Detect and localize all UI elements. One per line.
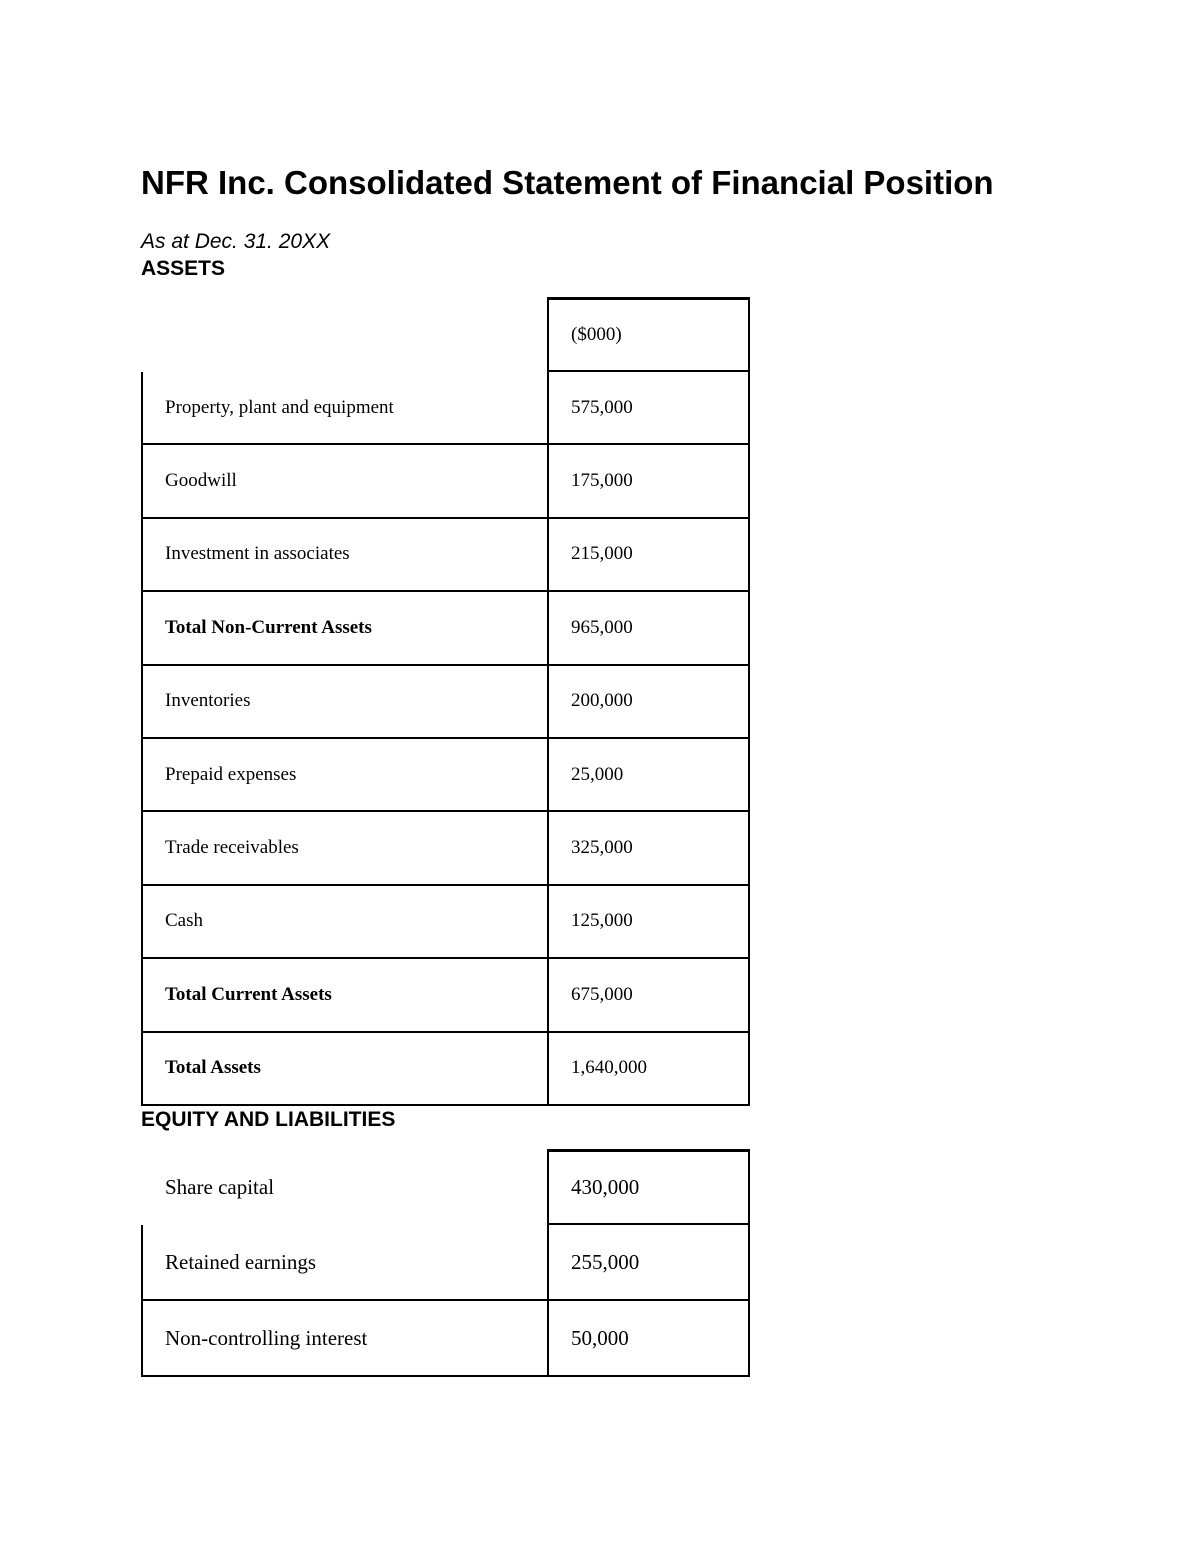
row-label: Property, plant and equipment: [165, 396, 394, 418]
row-value: 215,000: [547, 519, 750, 590]
unit-header: ($000): [547, 297, 750, 372]
header-label-cell: [141, 297, 547, 372]
table-row: [141, 666, 750, 739]
table-row: [141, 445, 750, 518]
row-value: 675,000: [547, 959, 750, 1030]
row-label: Total Current Assets: [165, 983, 332, 1005]
row-label: Total Non-Current Assets: [165, 616, 372, 638]
assets-header-row: [141, 297, 750, 372]
row-value: 50,000: [547, 1301, 750, 1375]
row-label: Non-controlling interest: [165, 1325, 368, 1350]
row-label: Inventories: [165, 690, 251, 712]
row-value: 125,000: [547, 886, 750, 957]
table-row: [141, 739, 750, 812]
table-row: [141, 372, 750, 445]
row-value: 430,000: [547, 1149, 750, 1225]
row-value: 965,000: [547, 592, 750, 663]
row-value: 25,000: [547, 739, 750, 810]
table-row: [141, 1301, 750, 1377]
row-value: 175,000: [547, 445, 750, 516]
row-label: Total Assets: [165, 1057, 261, 1079]
equity-liabilities-heading: EQUITY AND LIABILITIES: [141, 1108, 396, 1131]
assets-table: [141, 297, 750, 1106]
table-row: [141, 886, 750, 959]
row-value: 200,000: [547, 666, 750, 737]
row-label: Prepaid expenses: [165, 763, 297, 785]
row-value: 575,000: [547, 372, 750, 443]
table-row: [141, 1225, 750, 1301]
row-value: 255,000: [547, 1225, 750, 1299]
row-value: 1,640,000: [547, 1033, 750, 1104]
row-value: 325,000: [547, 812, 750, 883]
row-label: Investment in associates: [165, 543, 350, 565]
total-row: [141, 959, 750, 1032]
equity-liabilities-table: [141, 1149, 750, 1377]
row-label: Retained earnings: [165, 1249, 317, 1274]
total-row: [141, 592, 750, 665]
page-title: NFR Inc. Consolidated Statement of Financial Position: [141, 164, 994, 201]
row-label: Cash: [165, 910, 203, 932]
statement-date: As at Dec. 31. 20XX: [141, 230, 331, 253]
row-label: Trade receivables: [165, 837, 299, 859]
row-label: Goodwill: [165, 470, 237, 492]
row-label: Share capital: [165, 1174, 275, 1199]
total-row: [141, 1033, 750, 1106]
table-row: [141, 1149, 750, 1225]
table-row: [141, 812, 750, 885]
assets-heading: ASSETS: [141, 257, 226, 280]
table-row: [141, 519, 750, 592]
